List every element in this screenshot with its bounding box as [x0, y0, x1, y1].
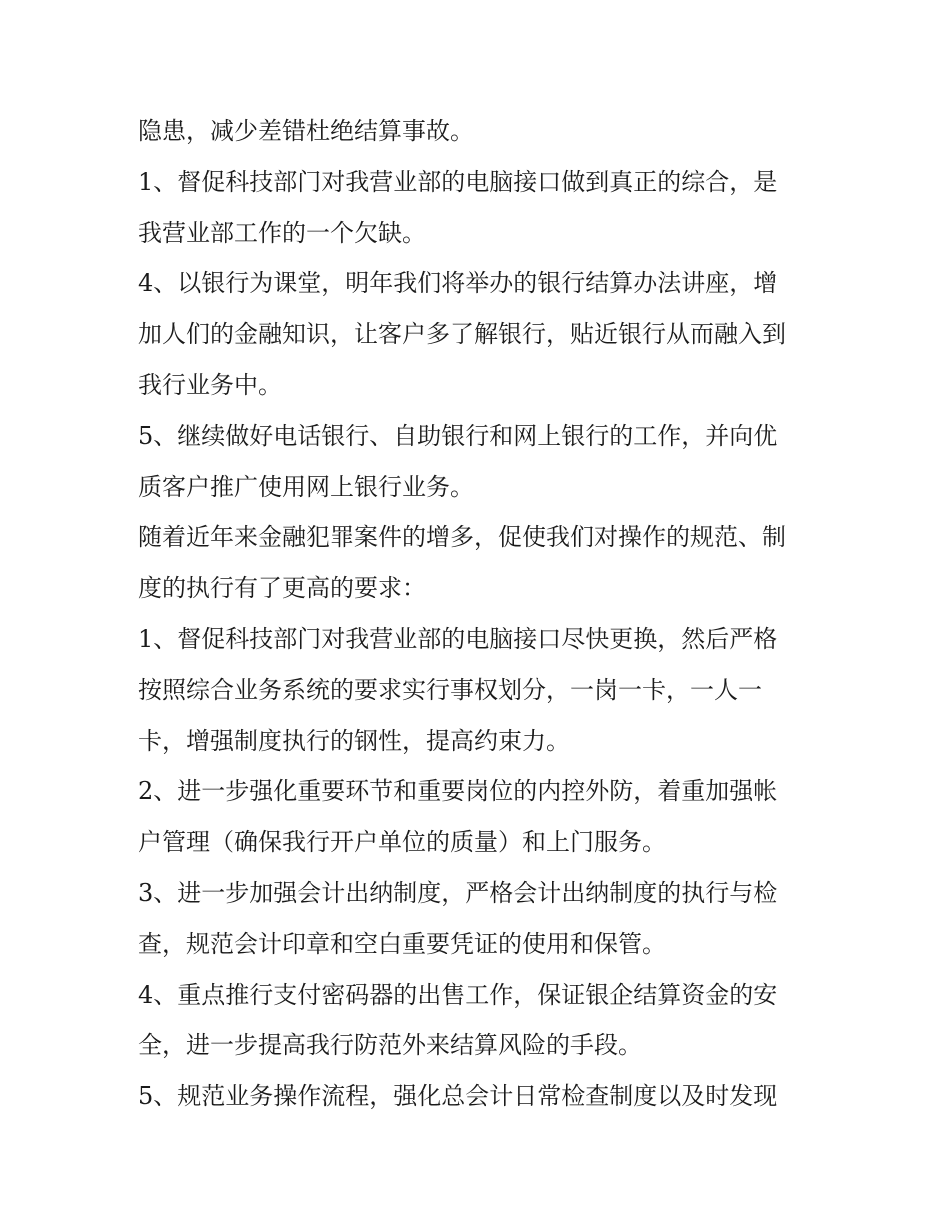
text-line: 度的执行有了更高的要求： [138, 574, 426, 603]
text-line: 4、重点推行支付密码器的出售工作，保证银企结算资金的安 [138, 980, 778, 1009]
text-line: 1、督促科技部门对我营业部的电脑接口尽快更换，然后严格 [138, 624, 778, 653]
text-line: 卡，增强制度执行的钢性，提高约束力。 [138, 726, 570, 755]
text-line: 全，进一步提高我行防范外来结算风险的手段。 [138, 1031, 642, 1060]
text-line: 5、继续做好电话银行、自助银行和网上银行的工作，并向优 [138, 421, 778, 450]
text-line: 我行业务中。 [138, 370, 282, 399]
text-line: 1、督促科技部门对我营业部的电脑接口做到真正的综合，是 [138, 167, 778, 196]
text-line: 3、进一步加强会计出纳制度，严格会计出纳制度的执行与检 [138, 878, 778, 907]
text-line: 5、规范业务操作流程，强化总会计日常检查制度以及时发现 [138, 1082, 778, 1111]
text-line: 查，规范会计印章和空白重要凭证的使用和保管。 [138, 929, 666, 958]
text-line: 随着近年来金融犯罪案件的增多，促使我们对操作的规范、制 [138, 523, 786, 552]
text-line: 质客户推广使用网上银行业务。 [138, 472, 474, 501]
text-line: 我营业部工作的一个欠缺。 [138, 218, 426, 247]
text-line: 2、进一步强化重要环节和重要岗位的内控外防，着重加强帐 [138, 777, 778, 806]
text-line: 户管理（确保我行开户单位的质量）和上门服务。 [138, 828, 666, 857]
text-line: 加人们的金融知识，让客户多了解银行，贴近银行从而融入到 [138, 320, 786, 349]
text-line: 按照综合业务系统的要求实行事权划分，一岗一卡，一人一 [138, 675, 762, 704]
text-line: 4、以银行为课堂，明年我们将举办的银行结算办法讲座，增 [138, 269, 778, 298]
text-line: 隐患，减少差错杜绝结算事故。 [138, 117, 474, 145]
document-body [138, 106, 828, 1122]
